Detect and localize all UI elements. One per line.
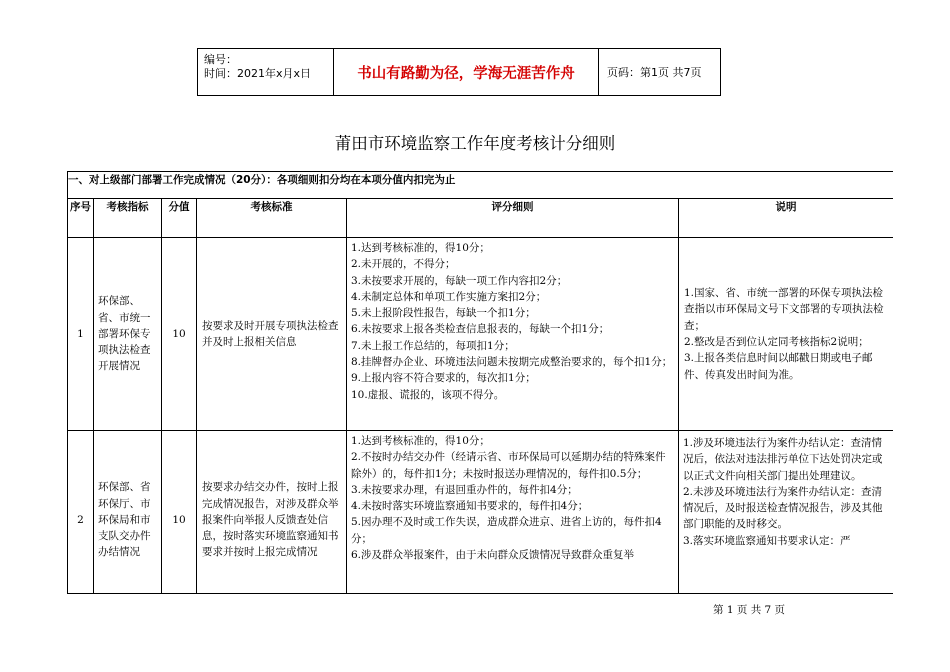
row-indicator: 环保部、省环保厅、市环保局和市支队交办件办结情况	[94, 431, 162, 595]
note-line: 3.上报各类信息时间以邮戳日期或电子邮件、传真发出时间为准。	[684, 352, 873, 381]
row-standard: 按要求及时开展专项执法检查并及时上报相关信息	[197, 238, 347, 431]
note-line: 1.国家、省、市统一部署的环保专项执法检查指以市环保局文号下文部署的专项执法检查；	[684, 287, 884, 332]
header-meta	[198, 49, 334, 95]
col-rules-header: 评分细则	[347, 199, 679, 238]
assessment-table	[67, 171, 893, 594]
rule-line: 3.未按要求开展的，每缺一项工作内容扣2分；	[351, 274, 568, 287]
rule-line: 3.未按要求办理，有退回重办件的，每件扣4分；	[351, 483, 578, 496]
row-notes	[679, 431, 894, 595]
rule-line: 2.不按时办结交办件（经请示省、市环保局可以延期办结的特殊案件除外）的，每件扣1分；未按时报送办理情况的，每件扣0.5分；	[351, 451, 666, 480]
rule-line: 1.达到考核标准的，得10分；	[351, 242, 490, 254]
row-score: 10	[162, 431, 197, 595]
document-header	[197, 48, 721, 96]
number-label: 编号：	[204, 53, 237, 66]
document-title: 莆田市环境监察工作年度考核计分细则	[334, 134, 616, 153]
row-notes	[679, 238, 894, 431]
header-page-info: 页码：第1页 共7页	[607, 66, 702, 79]
col-index-header: 序号	[68, 199, 94, 238]
rule-line: 2.未开展的，不得分；	[351, 258, 456, 271]
time-label: 时间：2021年x月x日	[204, 67, 312, 80]
table-row	[68, 238, 894, 431]
row-indicator: 环保部、省、市统一部署环保专项执法检查开展情况	[94, 238, 162, 431]
row-rules	[347, 238, 679, 431]
rule-line: 10.虚报、谎报的，该项不得分。	[351, 388, 505, 401]
rule-line: 5.因办理不及时或工作失误，造成群众进京、进省上访的，每件扣4分；	[351, 516, 662, 545]
row-index: 1	[68, 238, 94, 431]
note-line: 3.落实环境监察通知书要求认定：严	[683, 534, 851, 547]
rule-line: 4.未制定总体和单项工作实施方案扣2分；	[351, 290, 547, 303]
col-standard-header: 考核标准	[197, 199, 347, 238]
section-heading: 一、对上级部门部署工作完成情况（20分）：各项细则扣分均在本项分值内扣完为止	[68, 172, 894, 199]
column-header-row	[68, 199, 894, 238]
rule-line: 5.未上报阶段性报告，每缺一个扣1分；	[351, 307, 536, 320]
note-line: 2.整改是否到位认定同考核指标2说明；	[684, 336, 869, 348]
rule-line: 4.未按时落实环境监察通知书要求的，每件扣4分；	[351, 500, 589, 513]
col-score-header: 分值	[162, 199, 197, 238]
rule-line: 6.涉及群众举报案件，由于未向群众反馈情况导致群众重复举	[351, 549, 635, 562]
row-index: 2	[68, 431, 94, 595]
table-row	[68, 431, 894, 595]
rule-line: 8.挂牌督办企业、环境违法问题未按期完成整治要求的，每个扣1分；	[351, 356, 673, 369]
row-score: 10	[162, 238, 197, 431]
rule-line: 1.达到考核标准的，得10分；	[351, 435, 490, 447]
col-indicator-header: 考核指标	[94, 199, 162, 238]
col-notes-header: 说明	[679, 199, 894, 238]
row-rules	[347, 431, 679, 595]
note-line: 1.涉及环境违法行为案件办结认定：查清情况后，依法对违法排污单位下达处罚决定或以正式文件向相关部门提出处理建议。	[683, 437, 883, 482]
header-motto: 书山有路勤为径，学海无涯苦作舟	[334, 49, 599, 95]
note-line: 2.未涉及环境违法行为案件办结认定：查清情况后，及时报送检查情况报告，涉及其他部门职能的及时移交。	[683, 485, 883, 531]
rule-line: 7.未上报工作总结的，每项扣1分；	[351, 339, 515, 352]
row-standard: 按要求办结交办件，按时上报完成情况报告，对涉及群众举报案件向举报人反馈查处信息，按时落实环境监察通知书要求并按时上报完成情况	[197, 431, 347, 595]
rule-line: 9.上报内容不符合要求的，每次扣1分；	[351, 372, 536, 385]
rule-line: 6.未按要求上报各类检查信息报表的，每缺一个扣1分；	[351, 323, 610, 336]
assessment-table-wrapper	[67, 171, 893, 594]
page-footer: 第 1 页 共 7 页	[713, 604, 786, 616]
section-heading-row	[68, 172, 894, 199]
